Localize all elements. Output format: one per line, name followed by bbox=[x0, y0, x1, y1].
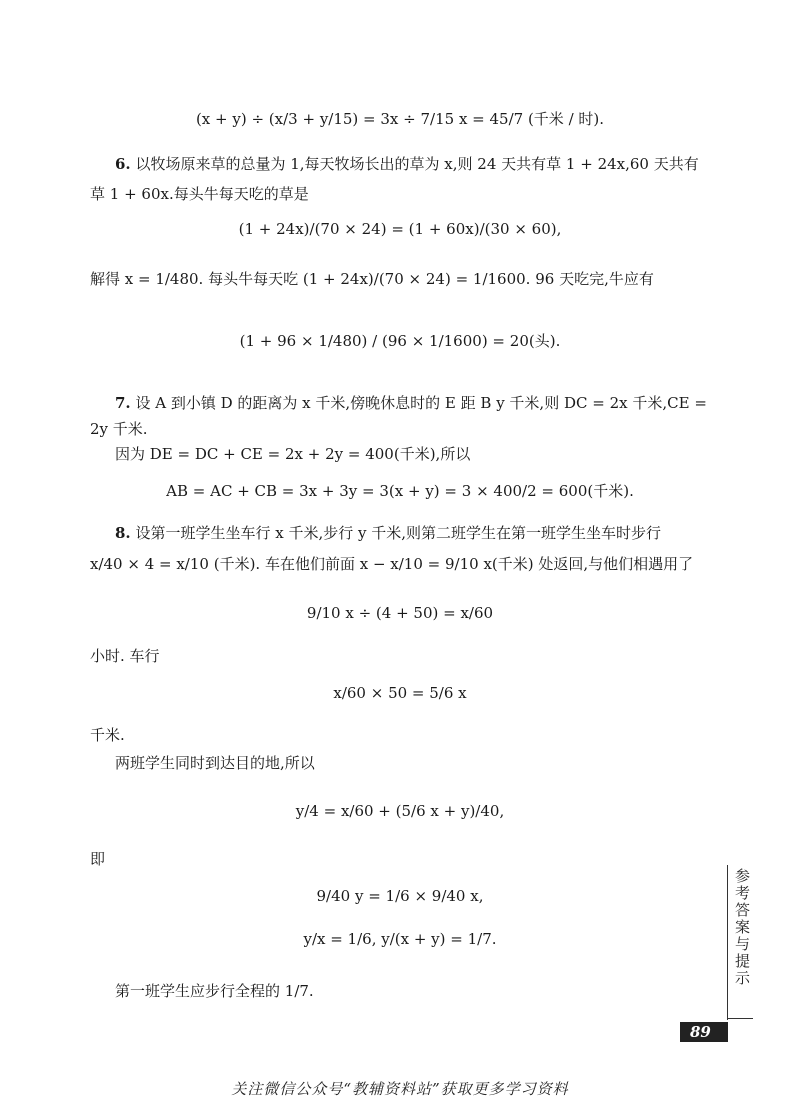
problem-8-line-5: 两班学生同时到达目的地,所以 bbox=[115, 754, 315, 772]
problem-6-line-1 bbox=[115, 153, 735, 175]
problem-6-equation-2: (1 + 96 × 1/480) / (96 × 1/1600) = 20(头). bbox=[239, 332, 561, 350]
problem-8-line-4: 千米. bbox=[90, 726, 125, 744]
problem-6-line-2: 草 1 + 60x.每头牛每天吃的草是 bbox=[90, 185, 309, 203]
problem-8-conclusion: 第一班学生应步行全程的 1/7. bbox=[115, 982, 314, 1000]
problem-number: 6. bbox=[115, 155, 131, 173]
problem-7-line-2: 2y 千米. bbox=[90, 420, 148, 438]
problem-8-line-3: 小时. 车行 bbox=[90, 647, 160, 665]
problem-8-line-2: x/40 × 4 = x/10 (千米). 车在他们前面 x − x/10 = 9/10 x(千米) 处返回,与他们相遇用了 bbox=[90, 555, 694, 573]
problem-8-equation-4: 9/40 y = 1/6 × 9/40 x, bbox=[316, 887, 484, 905]
section-tab-rule bbox=[727, 1018, 753, 1019]
problem-number: 7. bbox=[115, 394, 131, 412]
problem-8-equation-5: y/x = 1/6, y/(x + y) = 1/7. bbox=[303, 930, 497, 948]
problem-7-line-1 bbox=[115, 392, 735, 414]
problem-8-equation-3: y/4 = x/60 + (5/6 x + y)/40, bbox=[295, 802, 505, 820]
problem-8-equation-1: 9/10 x ÷ (4 + 50) = x/60 bbox=[306, 604, 494, 622]
problem-7-equation: AB = AC + CB = 3x + 3y = 3(x + y) = 3 × 400/2 = 600(千米). bbox=[166, 482, 634, 500]
section-tab-label: 参考答案与提示 bbox=[733, 868, 751, 987]
problem-text: 以牧场原来草的总量为 1,每天牧场长出的草为 x,则 24 天共有草 1 + 24x,60 天共有 bbox=[135, 155, 699, 173]
equation-speed: (x + y) ÷ (x/3 + y/15) = 3x ÷ 7/15 x = 45/7 (千米 / 时). bbox=[195, 110, 605, 128]
problem-text: 设 A 到小镇 D 的距离为 x 千米,傍晚休息时的 E 距 B y 千米,则 DC = 2x 千米,CE = bbox=[135, 394, 707, 412]
problem-8-line-1 bbox=[115, 522, 735, 544]
page-number: 89 bbox=[690, 1023, 711, 1041]
problem-text: 设第一班学生坐车行 x 千米,步行 y 千米,则第二班学生在第一班学生坐车时步行 bbox=[135, 524, 661, 542]
problem-8-equation-2: x/60 × 50 = 5/6 x bbox=[333, 684, 467, 702]
problem-number: 8. bbox=[115, 524, 131, 542]
problem-6-line-3: 解得 x = 1/480. 每头牛每天吃 (1 + 24x)/(70 × 24) = 1/1600. 96 天吃完,牛应有 bbox=[90, 270, 654, 288]
problem-8-line-6: 即 bbox=[90, 850, 106, 868]
problem-6-equation-1: (1 + 24x)/(70 × 24) = (1 + 60x)/(30 × 60), bbox=[238, 220, 562, 238]
footer-watermark: 关注微信公众号“教辅资料站”获取更多学习资料 bbox=[231, 1080, 569, 1098]
problem-7-line-3: 因为 DE = DC + CE = 2x + 2y = 400(千米),所以 bbox=[115, 445, 471, 463]
